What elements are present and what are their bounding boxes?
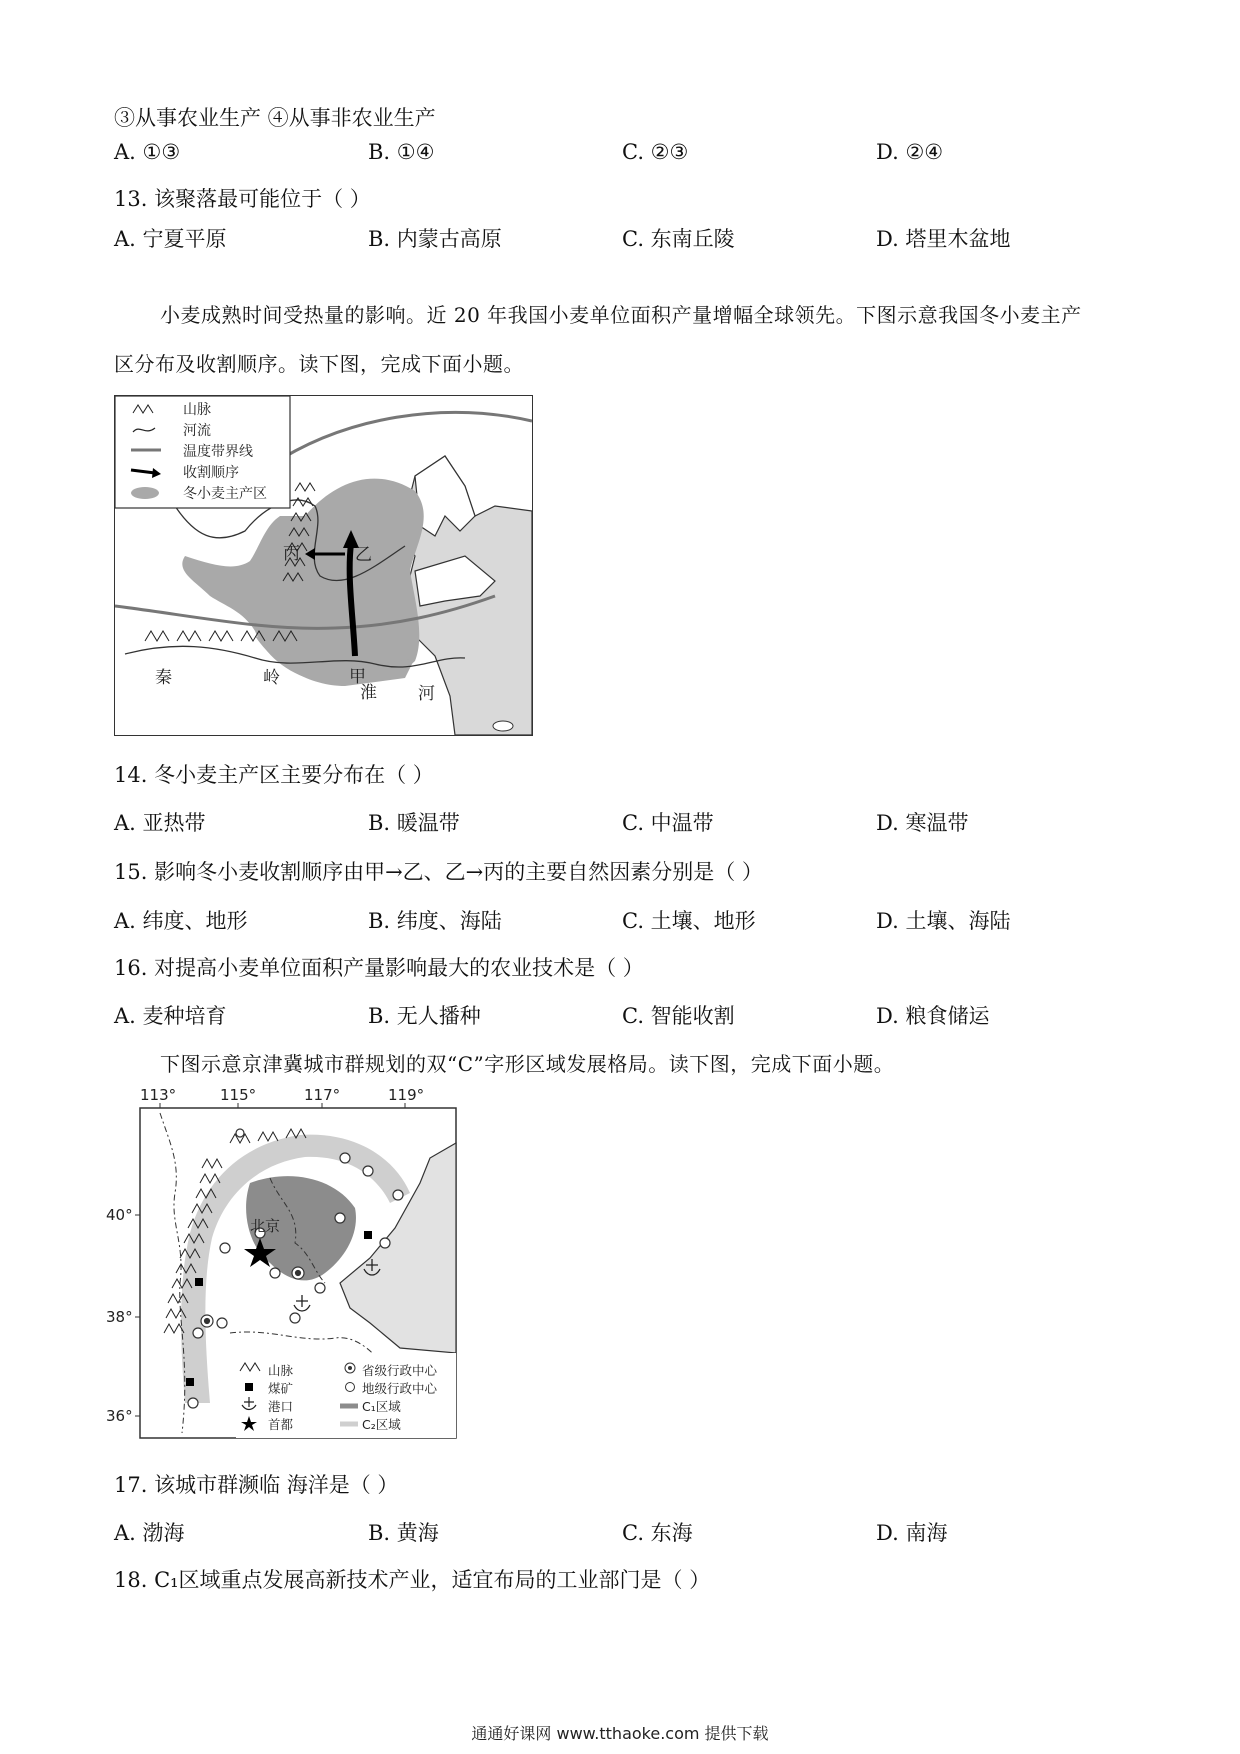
q15-stem: 15. 影响冬小麦收割顺序由甲→乙、乙→丙的主要自然因素分别是（ ）: [114, 860, 763, 884]
lon-tick-113: 113°: [140, 1086, 177, 1104]
lon-tick-117: 117°: [304, 1086, 341, 1104]
legend-mountain: 山脉: [183, 402, 211, 418]
legend2-mountain: 山脉: [268, 1363, 294, 1378]
intro2-line1: 下图示意京津冀城市群规划的双“C”字形区域发展格局。读下图，完成下面小题。: [160, 1052, 895, 1076]
label-huai: 淮: [360, 683, 377, 703]
q14-option-d: D. 寒温带: [876, 811, 969, 835]
q17-option-c: C. 东海: [622, 1521, 693, 1545]
q13-option-b: B. 内蒙古高原: [368, 227, 502, 251]
legend2-provincial: 省级行政中心: [362, 1363, 438, 1378]
q16-option-d: D. 粮食储运: [876, 1004, 990, 1028]
lon-tick-115: 115°: [220, 1086, 257, 1104]
intro1-line2: 区分布及收割顺序。读下图，完成下面小题。: [114, 352, 524, 376]
legend2-port: 港口: [268, 1399, 294, 1414]
temperature-boundary-north: [270, 412, 532, 466]
legend2-c2: C₂区域: [362, 1417, 401, 1432]
q16-option-c: C. 智能收割: [622, 1004, 735, 1028]
q17-option-b: B. 黄海: [368, 1521, 439, 1545]
q13-option-a: A. 宁夏平原: [114, 227, 227, 251]
q16-option-b: B. 无人播种: [368, 1004, 481, 1028]
q14-option-b: B. 暖温带: [368, 811, 460, 835]
jingjinji-map: [100, 1083, 470, 1443]
q14-stem: 14. 冬小麦主产区主要分布在（ ）: [114, 763, 434, 787]
q12-option-d: D. ②④: [876, 140, 944, 164]
q18-stem: 18. C₁区域重点发展高新技术产业，适宜布局的工业部门是（ ）: [114, 1568, 711, 1592]
legend-wheat-area: 冬小麦主产区: [183, 486, 267, 502]
legend-river: 河流: [183, 423, 211, 439]
q12-statement-line: ③从事农业生产 ④从事非农业生产: [114, 106, 436, 130]
wheat-map-svg: [115, 396, 532, 735]
footer-watermark: 通通好课网 www.tthaoke.com 提供下载: [471, 1724, 769, 1743]
q15-option-c: C. 土壤、地形: [622, 909, 756, 933]
q15-option-b: B. 纬度、海陆: [368, 909, 502, 933]
q16-stem: 16. 对提高小麦单位面积产量影响最大的农业技术是（ ）: [114, 956, 644, 980]
label-he: 河: [418, 684, 435, 704]
label-bing: 丙: [283, 544, 300, 564]
q16-option-a: A. 麦种培育: [114, 1004, 227, 1028]
q12-option-c: C. ②③: [622, 140, 689, 164]
label-beijing: 北京: [250, 1217, 281, 1235]
label-yi: 乙: [355, 545, 372, 565]
legend-temp-boundary: 温度带界线: [183, 444, 253, 460]
jingjinji-map-svg: [100, 1083, 470, 1443]
label-ling: 岭: [263, 668, 280, 688]
intro1-line1: 小麦成熟时间受热量的影响。近 20 年我国小麦单位面积产量增幅全球领先。下图示意我国冬小麦主产: [160, 303, 1082, 327]
legend2-prefecture: 地级行政中心: [362, 1381, 438, 1396]
q17-stem: 17. 该城市群濒临 海洋是（ ）: [114, 1473, 399, 1497]
lat-tick-38: 38°: [106, 1308, 133, 1326]
legend2-c1: C₁区域: [362, 1399, 401, 1414]
q14-option-a: A. 亚热带: [114, 811, 206, 835]
q17-option-a: A. 渤海: [114, 1521, 185, 1545]
q13-option-d: D. 塔里木盆地: [876, 227, 1011, 251]
label-qin: 秦: [155, 668, 172, 688]
q14-option-c: C. 中温带: [622, 811, 714, 835]
legend-harvest-order: 收割顺序: [183, 465, 239, 481]
lat-tick-40: 40°: [106, 1206, 133, 1224]
q13-option-c: C. 东南丘陵: [622, 227, 735, 251]
q13-stem: 13. 该聚落最可能位于（ ）: [114, 187, 371, 211]
q15-option-a: A. 纬度、地形: [114, 909, 248, 933]
q12-option-b: B. ①④: [368, 140, 435, 164]
q17-option-d: D. 南海: [876, 1521, 948, 1545]
q12-option-a: A. ①③: [114, 140, 181, 164]
lat-tick-36: 36°: [106, 1407, 133, 1425]
legend2-coal: 煤矿: [268, 1381, 294, 1396]
label-jia: 甲: [349, 667, 366, 687]
wheat-map: [114, 395, 533, 736]
q15-option-d: D. 土壤、海陆: [876, 909, 1011, 933]
legend2-capital: 首都: [268, 1417, 294, 1432]
lon-tick-119: 119°: [388, 1086, 425, 1104]
